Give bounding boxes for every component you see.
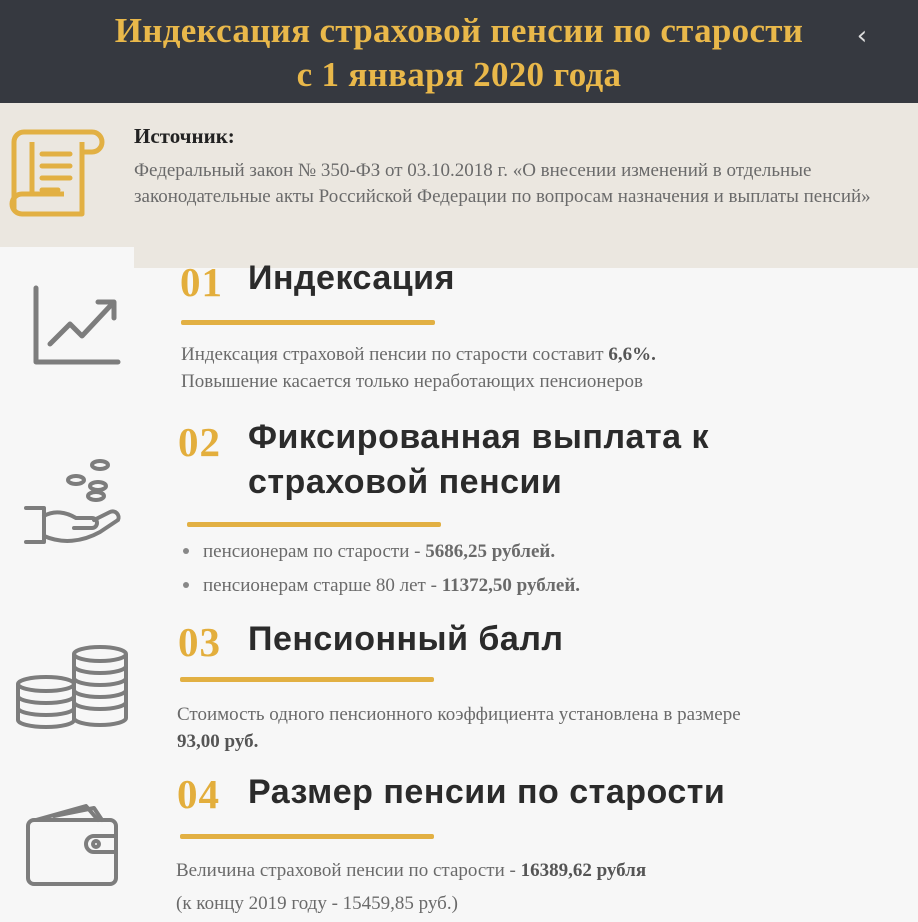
section-text-04a: Величина страховой пенсии по старости - 16389,62 рубля — [176, 860, 647, 881]
section-title-03: Пенсионный балл — [248, 620, 564, 658]
back-arrow-button[interactable]: ‹ — [856, 21, 868, 51]
section-title-01: Индексация — [248, 259, 455, 297]
hand-coins-icon — [22, 458, 132, 546]
section-number-03: 03 — [178, 619, 221, 665]
scroll-icon — [4, 122, 110, 232]
section-divider-04 — [180, 834, 434, 839]
page-title-line2: с 1 января 2020 года — [296, 55, 622, 94]
section-title-04: Размер пенсии по старости — [248, 773, 726, 811]
growth-chart-icon — [30, 284, 122, 368]
bullet-dot — [183, 548, 189, 554]
source-label: Источник: — [134, 124, 918, 268]
page-title-line1: Индексация страховой пенсии по старости — [114, 11, 804, 50]
source-text: Федеральный закон № 350-ФЗ от 03.10.2018 г. «О внесении изменений в отдельные законодательные акты Российской Федерации по вопросам назначения и выплаты пенсий» — [134, 160, 871, 207]
section-number-02: 02 — [178, 419, 221, 465]
header-banner — [0, 0, 918, 103]
section-text-01b: Повышение касается только неработающих пенсионеров — [181, 371, 643, 392]
section-title-02-line1: Фиксированная выплата к — [248, 418, 709, 456]
bullet-item: пенсионерам старше 80 лет - 11372,50 рублей. — [183, 572, 580, 599]
bullet-dot — [183, 582, 189, 588]
section-title-02-line2: страховой пенсии — [248, 463, 563, 501]
section-divider-03 — [180, 677, 434, 682]
section-text-01a: Индексация страховой пенсии по старости составит 6,6%. — [181, 344, 656, 365]
section-text-04b: (к концу 2019 году - 15459,85 руб.) — [176, 893, 458, 914]
section-divider-01 — [181, 320, 435, 325]
section-number-04: 04 — [177, 771, 220, 817]
section-number-01: 01 — [180, 259, 223, 305]
section-value-03: 93,00 руб. — [177, 731, 259, 752]
section-divider-02 — [187, 522, 441, 527]
bullet-item: пенсионерам по старости - 5686,25 рублей. — [183, 538, 555, 565]
section-text-03: Стоимость одного пенсионного коэффициента установлена в размере — [177, 704, 741, 725]
wallet-icon — [24, 802, 130, 888]
coin-stacks-icon — [14, 644, 132, 730]
